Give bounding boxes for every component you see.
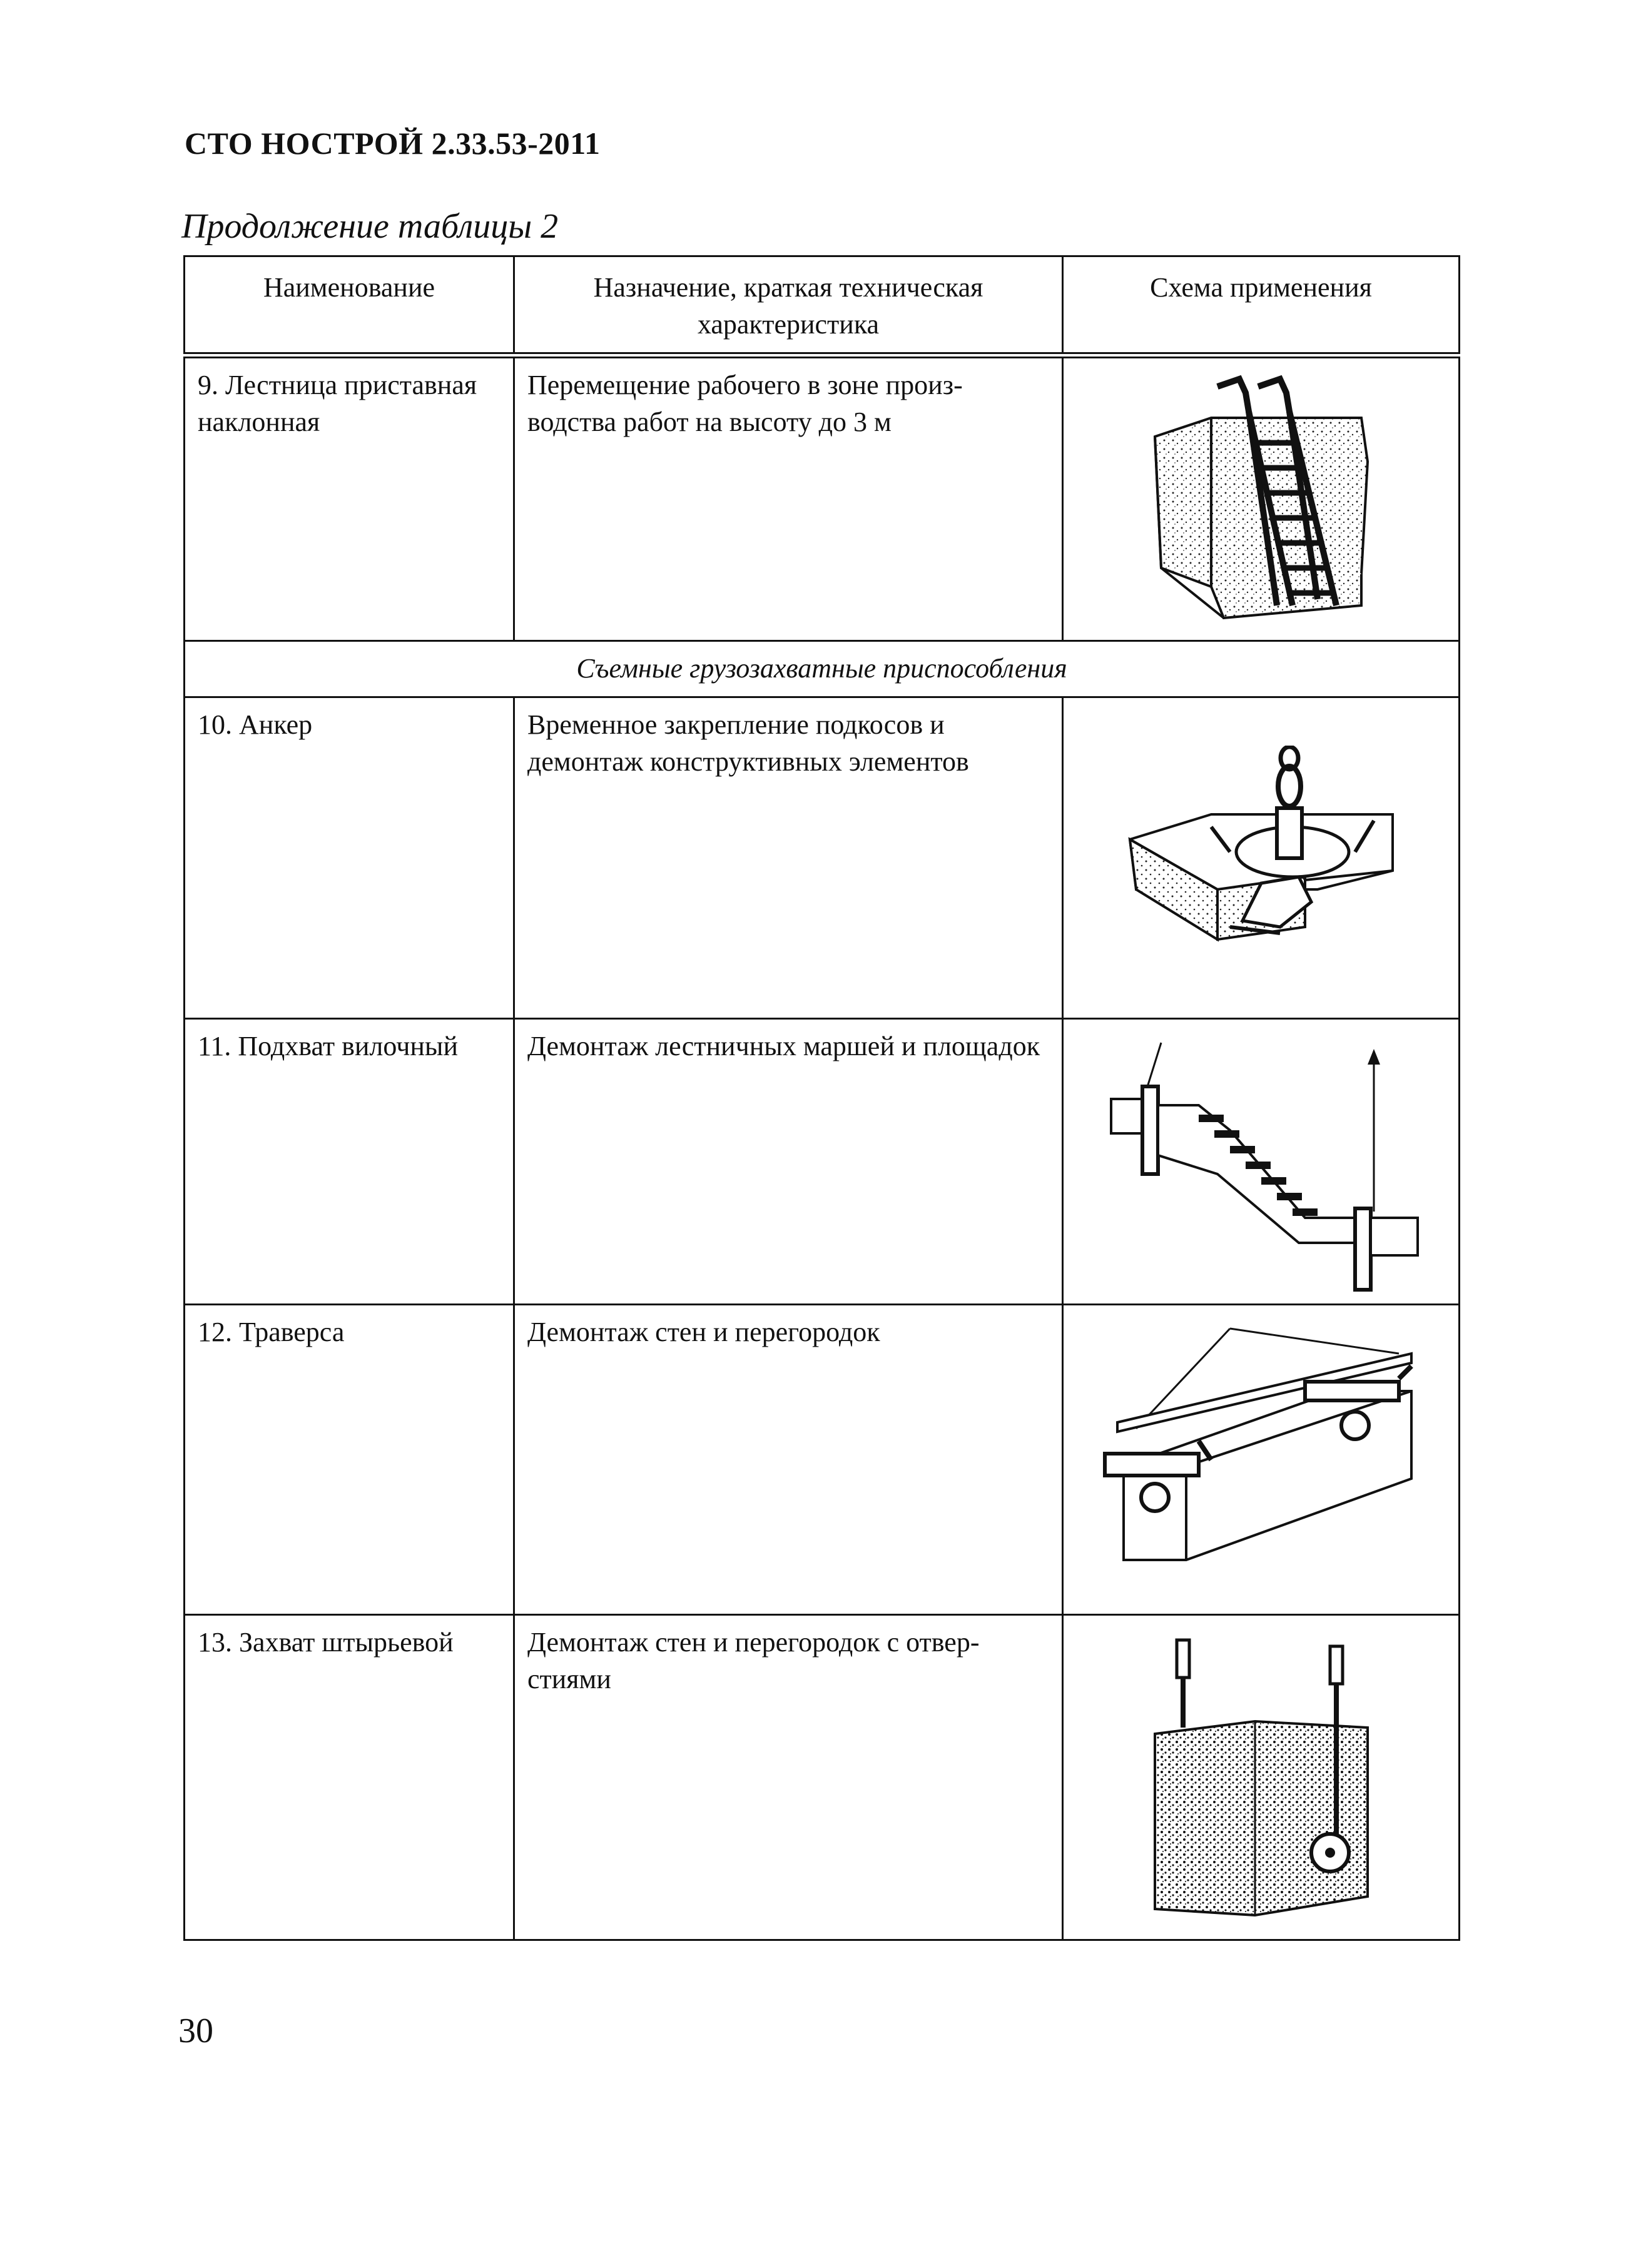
item-name: 9. Лестница приставная наклонная	[185, 355, 514, 641]
section-title: Съемные грузозахватные приспособления	[185, 641, 1460, 697]
column-header-scheme: Схема применения	[1063, 256, 1460, 355]
table-row	[185, 1305, 1460, 1615]
item-scheme	[1063, 1615, 1460, 1940]
item-scheme	[1063, 1019, 1460, 1305]
equipment-table	[183, 255, 1460, 1941]
pin-grip-icon	[1130, 1628, 1393, 1928]
item-scheme	[1063, 355, 1460, 641]
item-name: 12. Траверса	[185, 1305, 514, 1615]
item-purpose: Демонтаж стен и перегородок с отвер- стиями	[514, 1615, 1063, 1940]
fork-lift-grip-icon	[1092, 1030, 1430, 1293]
table-header-row	[185, 256, 1460, 355]
item-name: 13. Захват штырьевой	[185, 1615, 514, 1940]
item-scheme	[1063, 1305, 1460, 1615]
table-row	[185, 697, 1460, 1019]
item-name: 10. Анкер	[185, 697, 514, 1019]
table-caption: Продолжение таблицы 2	[181, 207, 559, 246]
item-purpose: Перемещение рабочего в зоне произ- водства работ на высоту до 3 м	[514, 355, 1063, 641]
traverse-beam-icon	[1086, 1316, 1436, 1604]
table-row	[185, 1019, 1460, 1305]
column-header-name: Наименование	[185, 256, 514, 355]
table-row	[185, 355, 1460, 641]
item-purpose: Демонтаж стен и перегородок	[514, 1305, 1063, 1615]
ladder-icon	[1136, 368, 1386, 630]
item-name: 11. Подхват вилочный	[185, 1019, 514, 1305]
document-code: СТО НОСТРОЙ 2.33.53-2011	[185, 126, 601, 161]
item-purpose: Демонтаж лестничных маршей и площадок	[514, 1019, 1063, 1305]
section-row	[185, 641, 1460, 697]
anchor-icon	[1117, 746, 1405, 971]
item-scheme	[1063, 697, 1460, 1019]
item-purpose: Временное закрепление подкосов и демонтаж конструктивных элементов	[514, 697, 1063, 1019]
column-header-purpose: Назначение, краткая техническая характеристика	[514, 256, 1063, 355]
table-row	[185, 1615, 1460, 1940]
page-number: 30	[178, 2012, 213, 2050]
